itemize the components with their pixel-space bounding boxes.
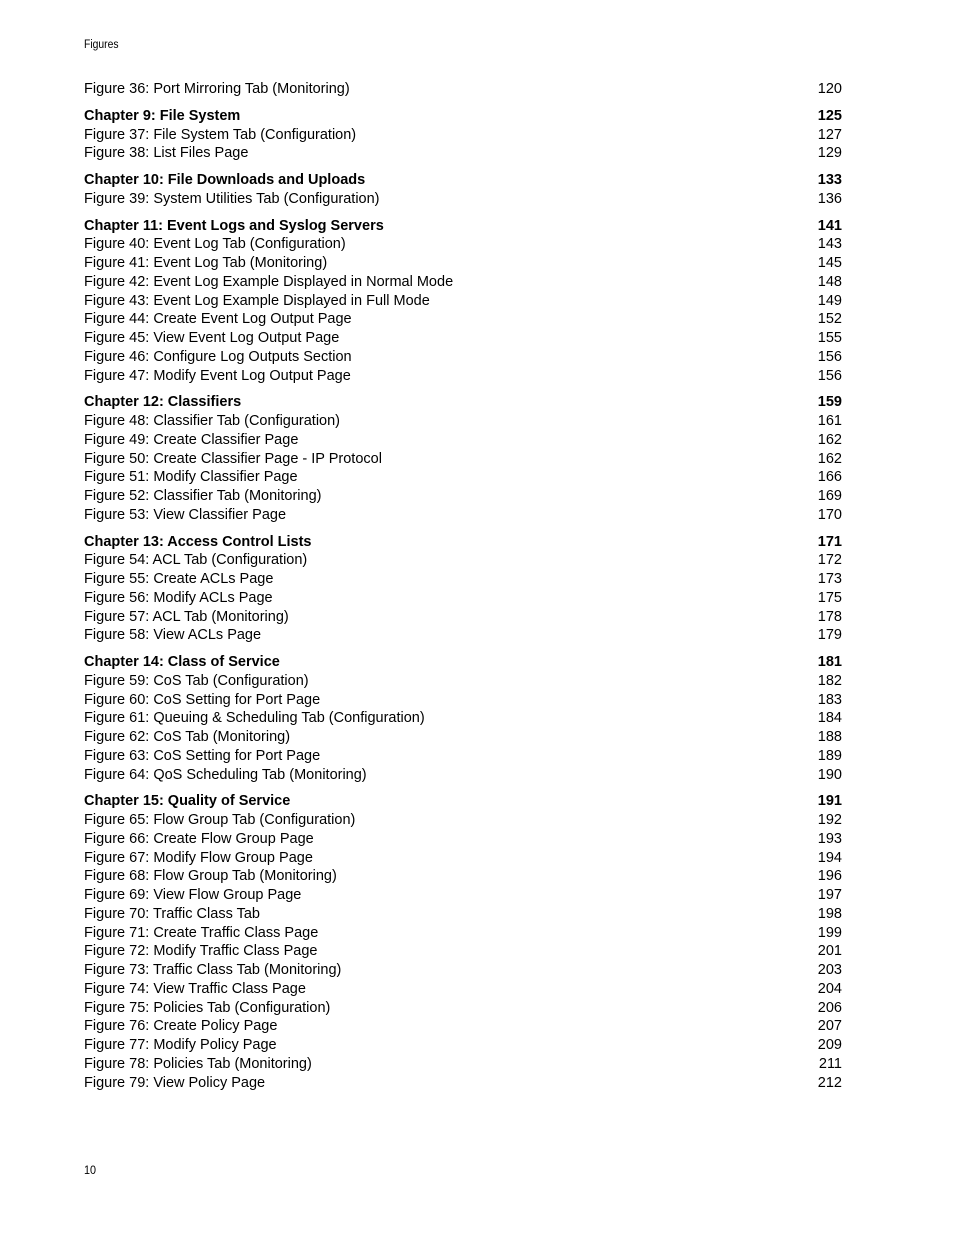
table-of-figures xyxy=(84,80,842,1092)
figure-entry[interactable] xyxy=(84,961,842,980)
chapter-entry[interactable] xyxy=(84,217,842,236)
chapter-entry-page-number: 171 xyxy=(817,533,842,550)
chapter-entry-page-number: 159 xyxy=(817,394,842,411)
figure-entry[interactable] xyxy=(84,830,842,849)
figure-entry-page-number: 190 xyxy=(817,766,842,783)
chapter-entry[interactable] xyxy=(84,653,842,672)
figure-entry-page-number: 169 xyxy=(817,488,842,504)
running-header: Figures xyxy=(84,39,119,51)
figure-entry-page-number: 207 xyxy=(817,1018,842,1035)
figure-entry-title: Figure 60: CoS Setting for Port Page xyxy=(84,691,321,708)
figure-entry-page-number: 178 xyxy=(817,608,842,625)
figure-entry-title: Figure 49: Create Classifier Page xyxy=(84,431,299,448)
figure-entry[interactable] xyxy=(84,886,842,905)
figure-entry[interactable] xyxy=(84,126,842,145)
chapter-entry[interactable] xyxy=(84,107,842,126)
chapter-group xyxy=(84,792,842,1092)
figure-entry[interactable] xyxy=(84,144,842,163)
figure-entry-page-number: 149 xyxy=(817,292,842,309)
figure-entry-page-number: 156 xyxy=(817,348,842,365)
figure-entry[interactable] xyxy=(84,487,842,506)
figure-entry-page-number: 162 xyxy=(817,431,842,448)
figure-entry-page-number: 196 xyxy=(817,868,842,885)
figure-entry[interactable] xyxy=(84,235,842,254)
figure-entry-title: Figure 57: ACL Tab (Monitoring) xyxy=(84,608,289,625)
figure-entry[interactable] xyxy=(84,811,842,830)
figure-entry[interactable] xyxy=(84,728,842,747)
chapter-group xyxy=(84,533,842,646)
figure-entry[interactable] xyxy=(84,367,842,386)
figure-entry[interactable] xyxy=(84,1036,842,1055)
figure-entry-page-number: 136 xyxy=(817,190,842,207)
figure-entry-title: Figure 41: Event Log Tab (Monitoring) xyxy=(84,255,328,271)
figure-entry[interactable] xyxy=(84,273,842,292)
figure-entry-title: Figure 78: Policies Tab (Monitoring) xyxy=(84,1055,312,1072)
chapter-entry-title: Chapter 15: Quality of Service xyxy=(84,793,291,810)
figure-entry-page-number: 183 xyxy=(817,691,842,708)
figure-entry[interactable] xyxy=(84,924,842,943)
figure-entry-page-number: 188 xyxy=(817,729,842,745)
figure-entry[interactable] xyxy=(84,506,842,525)
figure-entry-page-number: 175 xyxy=(817,589,842,606)
figure-entry[interactable] xyxy=(84,980,842,999)
figure-entry[interactable] xyxy=(84,589,842,608)
figure-entry-page-number: 120 xyxy=(817,81,842,97)
figure-entry-page-number: 148 xyxy=(817,273,842,290)
figure-entry-title: Figure 62: CoS Tab (Monitoring) xyxy=(84,729,291,745)
figure-entry-page-number: 199 xyxy=(817,924,842,941)
chapter-entry-title: Chapter 12: Classifiers xyxy=(84,394,242,411)
figure-entry-page-number: 166 xyxy=(817,469,842,486)
figure-entry[interactable] xyxy=(84,412,842,431)
figure-entry[interactable] xyxy=(84,254,842,273)
figure-entry[interactable] xyxy=(84,942,842,961)
figure-entry-title: Figure 45: View Event Log Output Page xyxy=(84,330,340,346)
figure-entry-page-number: 192 xyxy=(817,812,842,828)
page-number: 10 xyxy=(84,1163,97,1177)
figure-entry-title: Figure 52: Classifier Tab (Monitoring) xyxy=(84,488,322,504)
figure-entry-page-number: 145 xyxy=(817,255,842,271)
figure-entry[interactable] xyxy=(84,190,842,209)
figure-entry-title: Figure 46: Configure Log Outputs Section xyxy=(84,348,352,365)
figure-entry-page-number: 129 xyxy=(817,145,842,162)
figure-entry[interactable] xyxy=(84,691,842,710)
figure-entry[interactable] xyxy=(84,849,842,868)
figure-entry[interactable] xyxy=(84,608,842,627)
figure-entry[interactable] xyxy=(84,867,842,886)
figure-entry-page-number: 209 xyxy=(817,1037,842,1053)
figure-entry-page-number: 212 xyxy=(817,1074,842,1091)
figure-entry-title: Figure 66: Create Flow Group Page xyxy=(84,830,314,847)
chapter-group xyxy=(84,653,842,784)
figure-entry-title: Figure 58: View ACLs Page xyxy=(84,627,262,644)
chapter-group xyxy=(84,217,842,386)
figure-entry-title: Figure 75: Policies Tab (Configuration) xyxy=(84,999,331,1016)
figure-entry-title: Figure 38: List Files Page xyxy=(84,145,249,162)
figure-entry[interactable] xyxy=(84,1017,842,1036)
figure-entry[interactable] xyxy=(84,348,842,367)
figure-entry-page-number: 182 xyxy=(817,672,842,689)
figure-entry-title: Figure 56: Modify ACLs Page xyxy=(84,589,273,606)
figure-entry-page-number: 170 xyxy=(817,506,842,523)
figure-entry[interactable] xyxy=(84,468,842,487)
chapter-entry-title: Chapter 14: Class of Service xyxy=(84,654,280,670)
figure-entry[interactable] xyxy=(84,551,842,570)
figure-entry-page-number: 143 xyxy=(817,236,842,253)
figure-entry-title: Figure 39: System Utilities Tab (Configuration) xyxy=(84,190,380,207)
chapter-entry[interactable] xyxy=(84,533,842,552)
figure-entry-title: Figure 54: ACL Tab (Configuration) xyxy=(84,552,308,569)
chapter-group xyxy=(84,107,842,163)
chapter-entry[interactable] xyxy=(84,171,842,190)
figure-entry-title: Figure 68: Flow Group Tab (Monitoring) xyxy=(84,868,337,885)
chapter-entry-title: Chapter 13: Access Control Lists xyxy=(84,533,312,550)
figure-entry-page-number: 194 xyxy=(817,849,842,866)
chapter-entry-page-number: 133 xyxy=(817,172,842,188)
figure-entry[interactable] xyxy=(84,80,842,99)
figure-entry[interactable] xyxy=(84,747,842,766)
chapter-entry-title: Chapter 10: File Downloads and Uploads xyxy=(84,172,366,188)
figure-entry-page-number: 172 xyxy=(817,552,842,569)
figure-entry-page-number: 198 xyxy=(817,905,842,922)
figure-entry-page-number: 211 xyxy=(818,1055,842,1072)
figure-entry-page-number: 204 xyxy=(817,980,842,997)
figure-entry-title: Figure 40: Event Log Tab (Configuration) xyxy=(84,236,346,253)
figure-entry-title: Figure 51: Modify Classifier Page xyxy=(84,469,298,486)
figure-entry-title: Figure 76: Create Policy Page xyxy=(84,1018,278,1035)
figure-entry-title: Figure 47: Modify Event Log Output Page xyxy=(84,367,351,384)
figure-entry-title: Figure 73: Traffic Class Tab (Monitoring) xyxy=(84,962,342,978)
chapter-entry-page-number: 181 xyxy=(817,654,842,670)
figure-entry[interactable] xyxy=(84,450,842,469)
figure-entry[interactable] xyxy=(84,626,842,645)
figure-entry-page-number: 179 xyxy=(817,627,842,644)
figure-entry[interactable] xyxy=(84,905,842,924)
figure-entry-page-number: 189 xyxy=(817,747,842,764)
figure-entry-page-number: 206 xyxy=(817,999,842,1016)
figure-entry-title: Figure 69: View Flow Group Page xyxy=(84,887,302,903)
figure-entry-title: Figure 50: Create Classifier Page - IP Protocol xyxy=(84,450,382,467)
figure-entry-title: Figure 72: Modify Traffic Class Page xyxy=(84,943,318,960)
chapter-group xyxy=(84,393,842,524)
figure-entry-page-number: 193 xyxy=(817,830,842,847)
figure-entry-title: Figure 74: View Traffic Class Page xyxy=(84,980,306,997)
figure-entry-title: Figure 63: CoS Setting for Port Page xyxy=(84,747,321,764)
chapter-entry-page-number: 141 xyxy=(817,217,842,234)
figure-entry-page-number: 162 xyxy=(817,450,842,467)
figure-entry-title: Figure 36: Port Mirroring Tab (Monitoring) xyxy=(84,81,350,97)
figure-entry-title: Figure 79: View Policy Page xyxy=(84,1074,266,1091)
figure-entry[interactable] xyxy=(84,709,842,728)
figure-entry-title: Figure 67: Modify Flow Group Page xyxy=(84,849,313,866)
figure-entry-title: Figure 71: Create Traffic Class Page xyxy=(84,924,319,941)
figure-entry[interactable] xyxy=(84,1055,842,1074)
figure-entry-page-number: 127 xyxy=(817,126,842,143)
figure-entry[interactable] xyxy=(84,431,842,450)
chapter-entry[interactable] xyxy=(84,792,842,811)
figure-entry[interactable] xyxy=(84,766,842,785)
chapter-entry-page-number: 125 xyxy=(817,107,842,124)
figure-entry-page-number: 156 xyxy=(817,367,842,384)
figure-entry-page-number: 184 xyxy=(817,710,842,727)
chapter-entry-title: Chapter 9: File System xyxy=(84,107,241,124)
chapter-group xyxy=(84,80,842,99)
figure-entry[interactable] xyxy=(84,999,842,1018)
chapter-entry-page-number: 191 xyxy=(817,793,842,810)
figure-entry-title: Figure 70: Traffic Class Tab xyxy=(84,905,260,922)
figure-entry[interactable] xyxy=(84,1074,842,1093)
figure-entry[interactable] xyxy=(84,329,842,348)
figure-entry[interactable] xyxy=(84,570,842,589)
figure-entry[interactable] xyxy=(84,310,842,329)
figure-entry-page-number: 152 xyxy=(817,311,842,328)
figure-entry-title: Figure 44: Create Event Log Output Page xyxy=(84,311,352,328)
figure-entry-page-number: 197 xyxy=(817,887,842,903)
chapter-entry[interactable] xyxy=(84,393,842,412)
figure-entry[interactable] xyxy=(84,672,842,691)
figure-entry-title: Figure 48: Classifier Tab (Configuration) xyxy=(84,413,341,429)
figure-entry[interactable] xyxy=(84,292,842,311)
chapter-entry-title: Chapter 11: Event Logs and Syslog Servers xyxy=(84,217,384,234)
figure-entry-title: Figure 43: Event Log Example Displayed in Full Mode xyxy=(84,292,430,309)
figure-entry-title: Figure 55: Create ACLs Page xyxy=(84,571,274,587)
figure-entry-title: Figure 42: Event Log Example Displayed in Normal Mode xyxy=(84,273,454,290)
figure-entry-page-number: 203 xyxy=(817,962,842,978)
figure-entry-page-number: 173 xyxy=(817,571,842,587)
chapter-group xyxy=(84,171,842,209)
figure-entry-title: Figure 53: View Classifier Page xyxy=(84,506,287,523)
figure-entry-page-number: 161 xyxy=(817,413,842,429)
figure-entry-title: Figure 64: QoS Scheduling Tab (Monitoring) xyxy=(84,766,367,783)
figure-entry-title: Figure 61: Queuing & Scheduling Tab (Configuration) xyxy=(84,710,425,727)
figure-entry-page-number: 201 xyxy=(817,943,842,960)
figure-entry-title: Figure 65: Flow Group Tab (Configuration) xyxy=(84,812,356,828)
figure-entry-page-number: 155 xyxy=(817,330,842,346)
figure-entry-title: Figure 59: CoS Tab (Configuration) xyxy=(84,672,309,689)
figure-entry-title: Figure 77: Modify Policy Page xyxy=(84,1037,277,1053)
figure-entry-title: Figure 37: File System Tab (Configuration) xyxy=(84,126,357,143)
